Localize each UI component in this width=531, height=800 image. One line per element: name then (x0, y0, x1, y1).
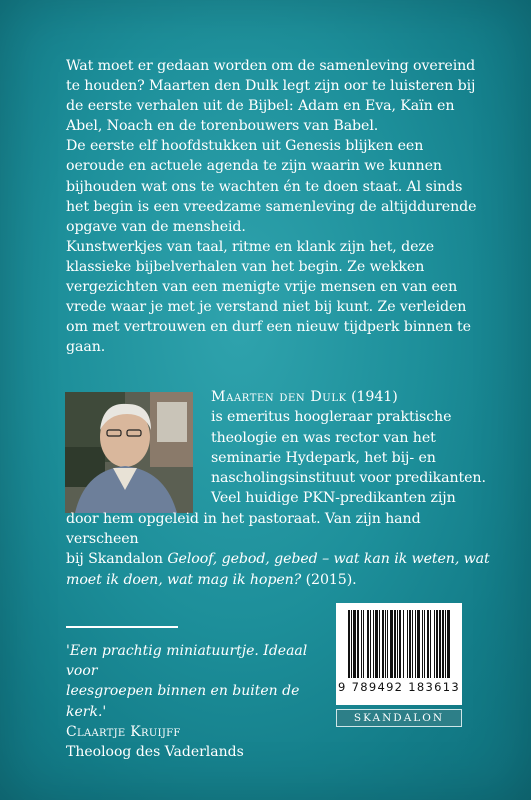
divider (66, 626, 178, 628)
barcode-bars (348, 610, 450, 680)
quote-text: leesgroepen binnen en buiten de kerk.' (66, 683, 300, 720)
book-title: Geloof, gebod, gebed – wat kan ik weten, wat (167, 551, 490, 568)
back-cover-blurb (66, 56, 478, 357)
bio-line: bij Skandalon (66, 551, 168, 568)
bio-line: door hem opgeleid in het pastoraat. Van zijn hand verscheen (66, 510, 421, 548)
author-birth-year: (1941) (346, 389, 398, 405)
bio-line: seminarie Hydepark, het bij- en (211, 449, 436, 466)
author-bio (66, 387, 496, 590)
review-quote (66, 641, 336, 762)
blurb-paragraph: Wat moet er gedaan worden om de samenleving overeind te houden? Maarten den Dulk legt zijn oor te luisteren bij de eerste verhalen uit de Bijbel: Adam en Eva, Kaïn en Abel, Noach en de torenbouwers van Babel. (66, 58, 476, 135)
book-title: moet ik doen, wat mag ik hopen? (66, 571, 302, 588)
quote-text: 'Een prachtig miniatuurtje. Ideaal voor (66, 643, 308, 680)
bio-line: Veel huidige PKN-predikanten zijn (211, 490, 456, 507)
isbn-number: 9 789492 183613 (338, 680, 460, 694)
author-name: Maarten den Dulk (211, 389, 347, 405)
bio-line: is emeritus hoogleraar praktische (211, 409, 452, 426)
blurb-paragraph: Kunstwerkjes van taal, ritme en klank zijn het, deze klassieke bijbelverhalen van het begin. Ze wekken vergezichten van een menigte vrije mensen en van een vrede waar je met je verstand niet bij kunt. Ze verleiden om met vertrouwen en durf een nieuw tijdperk binnen te gaan. (66, 238, 471, 356)
book-year: (2015). (301, 571, 357, 588)
quote-author: Claartje Kruijff (66, 723, 181, 740)
blurb-paragraph: De eerste elf hoofdstukken uit Genesis blijken een oeroude en actuele agenda te zijn waarin we kunnen bijhouden wat ons te wachten én te doen staat. Al sinds het begin is een vreedzame samenleving de altijddurende opgave van de mensheid. (66, 138, 477, 235)
publisher-logo: SKANDALON (336, 709, 462, 727)
quote-author-role: Theoloog des Vaderlands (66, 744, 244, 761)
bio-line: nascholingsinstituut voor predikanten. (211, 470, 486, 487)
isbn-barcode (336, 603, 462, 705)
bio-line: theologie en was rector van het (211, 429, 436, 446)
